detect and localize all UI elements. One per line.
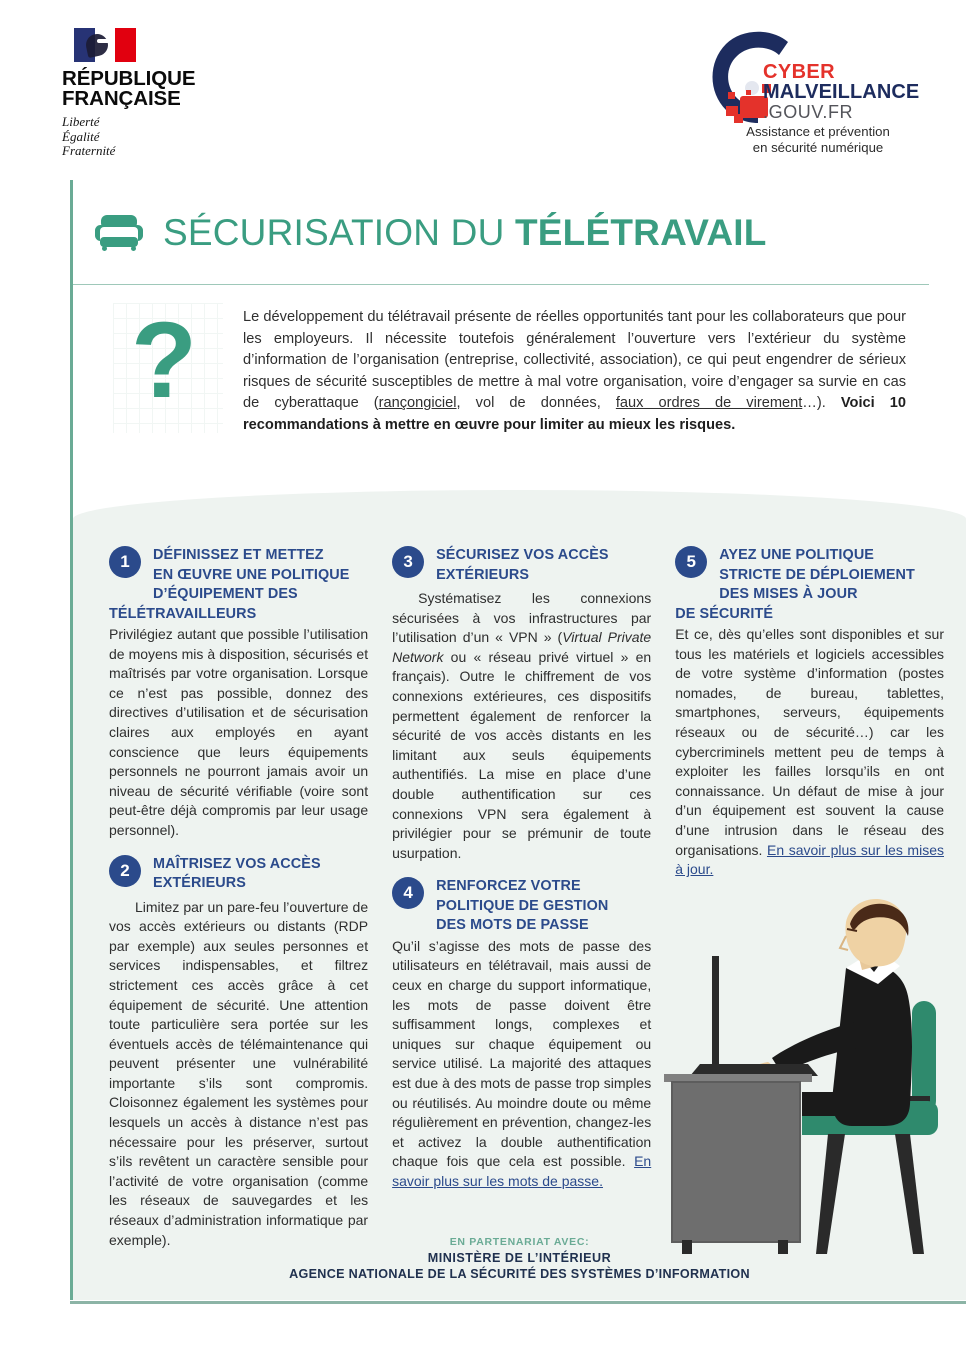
item-5-title-line1: AYEZ UNE POLITIQUE	[719, 547, 875, 563]
cybermalveillance-logo	[700, 26, 930, 166]
french-flag-icon	[74, 28, 136, 62]
recommendation-item-3	[392, 546, 651, 863]
page-header	[0, 0, 966, 178]
item-5-link-mises-a-jour[interactable]: En savoir plus sur les mises à jour.	[675, 841, 944, 878]
motto-fraternite: Fraternité	[62, 143, 116, 158]
item-2-body	[109, 898, 368, 1251]
cyber-tagline-line1: Assistance et prévention	[746, 124, 890, 139]
cyber-tagline-line2: en sécurité numérique	[752, 140, 884, 155]
intro-text-mid: , vol de données,	[456, 395, 616, 411]
title-row	[73, 180, 966, 285]
republique-line1: RÉPUBLIQUE	[62, 67, 196, 90]
partner-label: EN PARTENARIAT AVEC:	[449, 1236, 590, 1248]
intro-text-bold: Voici 10 recommandations à mettre en œuvre pour limiter au mieux les risques.	[243, 395, 906, 433]
item-3-body-italic: Virtual Private Network	[392, 629, 652, 665]
recommendation-item-5	[675, 546, 944, 880]
item-2-body-text: Limitez par un pare-feu l’ouverture de vos accès extérieurs ou distants (RDP par exemple) aux seules personnes et services indispensables, et filtrez strictement ces accès grâce à cet équipement de sécurité. Une attention toute particulière sera portée sur les éventuels accès de télémaintenance qui peuvent présenter une vulnérabilité importante s’ils sont compromis. Cloisonnez également les systèmes pour lesquels un accès à distance n’est pas nécessaire pour les préserver, surtout s’ils revêtent un caractère sensible pour l’activité de votre organisation (comme les réseaux de sauvegardes et les réseaux d’administration informatique par exemple).	[109, 898, 369, 1248]
motto-liberte: Liberté	[62, 114, 100, 129]
item-5-title-line3: DES MISES À JOUR	[719, 586, 858, 602]
item-4-title	[392, 877, 651, 936]
cyber-wordmark	[763, 63, 919, 122]
item-1-title	[109, 546, 368, 624]
page-title	[163, 212, 767, 254]
item-1-title-line3: D’ÉQUIPEMENT DES	[153, 586, 298, 602]
item-4-title-line1: RENFORCEZ VOTRE	[436, 878, 581, 895]
item-3-number-badge: 3	[392, 546, 424, 578]
item-5-title-line4: DE SÉCURITÉ	[675, 605, 774, 622]
item-3-title	[392, 546, 651, 585]
intro-text-main: Le développement du télétravail présente de réelles opportunités tant pour les collaborateurs que pour les employeurs. Il nécessite toutefois généralement l’ouverture vers l’extérieur du système d’information de l’organisation (entreprise, collectivité, association), ce qui peut engendrer de sérieux risques de sécurité susceptibles de mettre à mal votre organisation, voire d’engager sa survie en cas de cyberattaque (	[243, 309, 906, 411]
item-2-title-line2: EXTÉRIEURS	[153, 875, 246, 892]
item-1-title-line4: TÉLÉTRAVAILLEURS	[109, 605, 257, 622]
republique-title	[62, 69, 322, 109]
item-2-number-badge: 2	[109, 855, 141, 887]
item-2-title	[109, 855, 368, 894]
item-4-number-badge: 4	[392, 877, 424, 909]
cyber-tagline	[708, 124, 928, 156]
intro-block	[73, 285, 966, 456]
fact-sheet	[70, 180, 966, 1300]
armchair-icon	[93, 211, 145, 255]
question-mark-icon	[113, 299, 223, 433]
item-3-body-text-b: ou « réseau privé virtuel » en français). Outre le chiffrement de vos connexions extérieures, ces dispositifs permettent également de renforcer la sécurité de vos accès distants en les limitant aux seuls équipements authentifiés. La mise en place d’une double authentification sur ces connexions VPN sera également à privilégier pour se prémunir de toute usurpation.	[392, 648, 652, 861]
item-3-body	[392, 589, 651, 863]
item-2-title-line1: MAÎTRISEZ VOS ACCÈS	[153, 855, 321, 872]
motto-egalite: Égalité	[62, 128, 100, 144]
cyber-word: CYBER	[763, 61, 836, 83]
republique-motto	[62, 115, 322, 159]
item-3-title-line2: EXTÉRIEURS	[436, 566, 530, 583]
recommendations-panel	[73, 490, 966, 1300]
item-4-body-text: Qu’il s’agisse des mots de passe des utilisateurs en télétravail, mais aussi de ceux en charge du support informatique, les mots de passe doivent être suffisamment longs, complexes et uniques sur chaque équipement ou service utilisé. La majorité des attaques est due à des mots de passe trop simples ou réutilisés. Au moindre doute ou même régulièrement en prévention, changez-les et activez la double authentification chaque fois que cela est possible.	[392, 937, 652, 1170]
item-3-body-text-a: Systématisez les connexions sécurisées à vos infrastructures par l’utilisation d’un « VPN » (	[392, 590, 652, 646]
item-5-body-text: Et ce, dès qu’elles sont disponibles et sur tous les matériels et logiciels accessibles de votre système d’information (postes nomades, de bureau, tablettes, smartphones, serveurs, équipements réseaux ou de sécurité…) car les cybercriminels mettent peu de temps à exploiter les failles lorsqu’ils en ont connaissance. Un défaut de mise à jour d’un équipement est souvent la cause d’une intrusion dans le réseau des organisations.	[675, 626, 944, 858]
malveillance-word: MALVEILLANCE	[763, 81, 920, 103]
column-2	[392, 546, 651, 1264]
recommendation-item-2	[109, 855, 368, 1251]
item-4-title-line2: POLITIQUE DE GESTION	[436, 897, 609, 914]
teleworker-at-desk-illustration	[660, 896, 960, 1264]
item-3-title-line1: SÉCURISEZ VOS ACCÈS	[436, 547, 609, 563]
item-1-number-badge: 1	[109, 546, 141, 578]
column-1	[109, 546, 368, 1264]
item-5-title-line2: STRICTE DE DÉPLOIEMENT	[719, 566, 915, 583]
republique-line2: FRANÇAISE	[62, 87, 181, 110]
republique-francaise-logo	[62, 28, 322, 159]
partner-footer	[73, 1234, 966, 1282]
page-title-light: SÉCURISATION DU	[163, 211, 515, 253]
intro-text-after: …).	[802, 395, 841, 411]
item-1-title-line2: EN ŒUVRE UNE POLITIQUE	[153, 566, 350, 583]
gouv-fr-word: .GOUV.FR	[763, 102, 854, 122]
item-5-number-badge: 5	[675, 546, 707, 578]
partner-ministere: MINISTÈRE DE L’INTÉRIEUR	[427, 1251, 612, 1265]
item-4-body	[392, 937, 651, 1192]
recommendation-item-1	[109, 546, 368, 841]
bottom-divider	[70, 1301, 966, 1304]
item-1-body: Privilégiez autant que possible l’utilisation de moyens mis à disposition, sécurisés et maîtrisés par votre organisation. Lorsque ce n’est pas possible, donnez des directives d’utilisation et de sécurisation claires aux employés en ayant conscience que leurs équipements personnels ne pourront jamais avoir un niveau de sécurité vérifiable (voire sont peut-être déjà compromis par leur usage personnel).	[109, 626, 369, 838]
question-mark-glyph: ?	[131, 299, 197, 420]
page-title-bold: TÉLÉTRAVAIL	[515, 211, 767, 253]
partner-anssi: AGENCE NATIONALE DE LA SÉCURITÉ DES SYSTÈMES D’INFORMATION	[289, 1267, 750, 1281]
item-5-body	[675, 625, 944, 880]
intro-link-rancongiciel[interactable]: rançongiciel	[378, 395, 457, 411]
item-5-title	[675, 546, 944, 624]
recommendation-item-4	[392, 877, 651, 1191]
intro-link-faux-ordres[interactable]: faux ordres de virement	[615, 395, 803, 411]
item-1-title-line1: DÉFINISSEZ ET METTEZ	[153, 547, 324, 563]
item-4-title-line3: DES MOTS DE PASSE	[436, 917, 589, 934]
item-4-link-mots-de-passe[interactable]: En savoir plus sur les mots de passe.	[392, 1153, 652, 1189]
intro-text	[243, 307, 906, 436]
